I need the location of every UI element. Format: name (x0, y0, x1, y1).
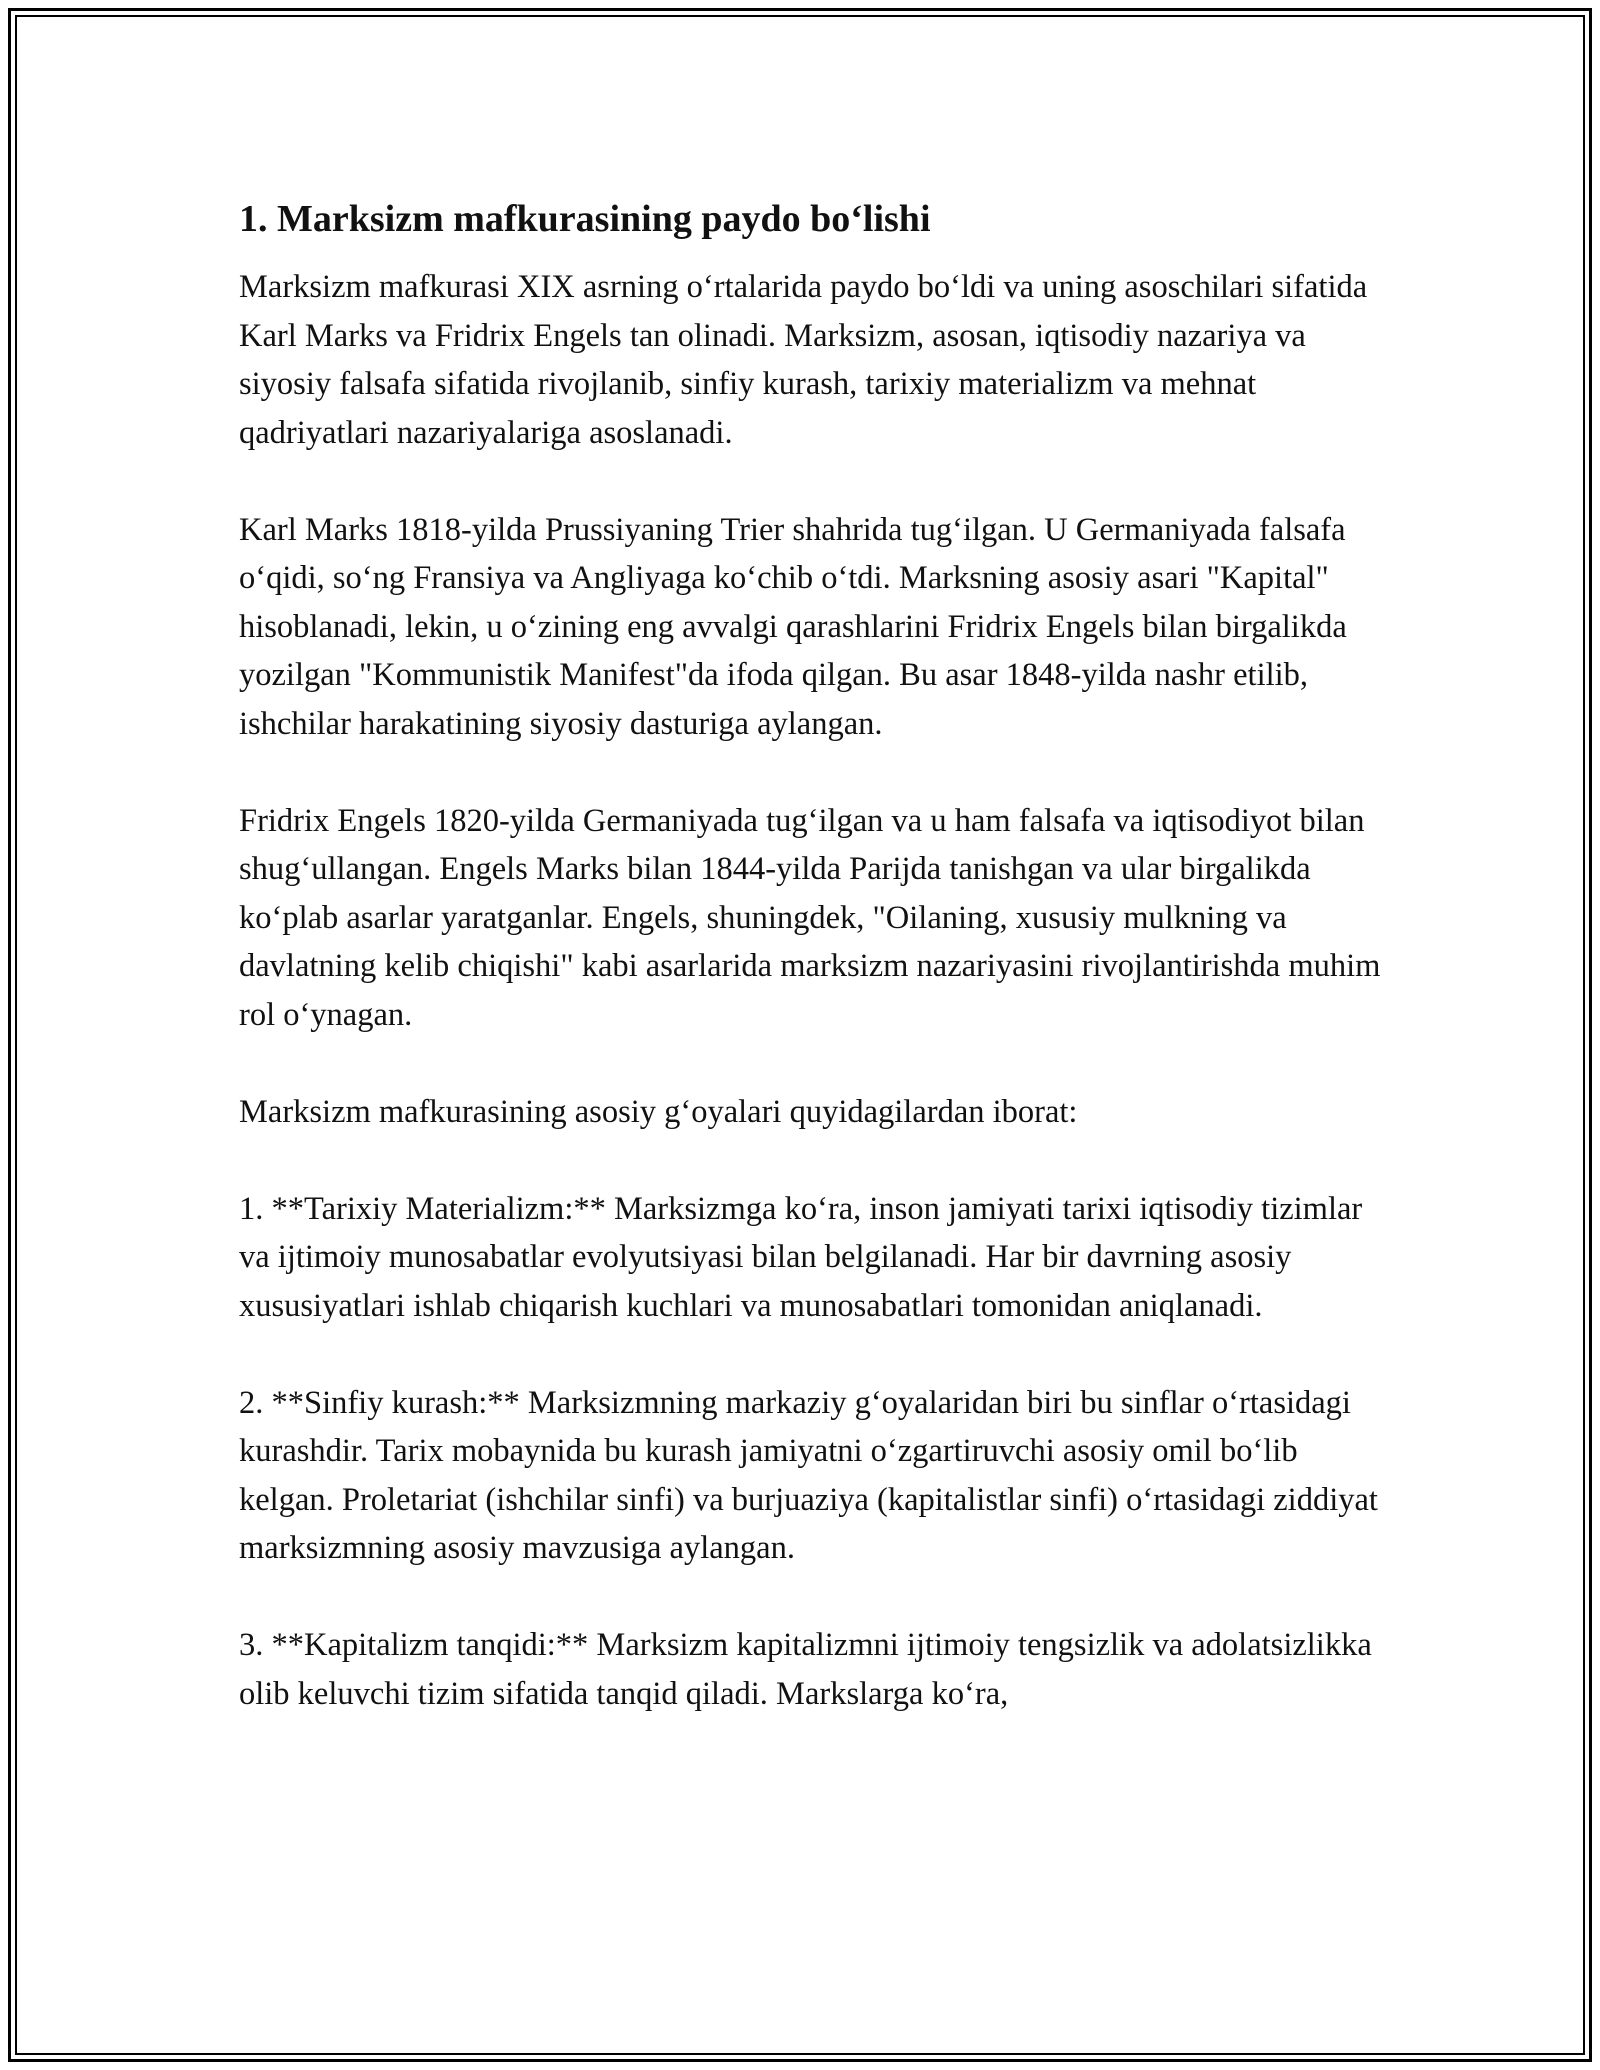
page-border-inner (15, 15, 1585, 2055)
list-item-capitalism-critique: 3. **Kapitalizm tanqidi:** Marksizm kapitalizmni ijtimoiy tengsizlik va adolatsizlikka olib keluvchi tizim sifatida tanqid qiladi. Markslarga ko‘ra, (239, 1627, 1372, 1712)
paragraph-fridrix-engels: Fridrix Engels 1820-yilda Germaniyada tug‘ilgan va u ham falsafa va iqtisodiyot bilan shug‘ullangan. Engels Marks bilan 1844-yilda Parijda tanishgan va ular birgalikda ko‘plab asarlar yaratganlar. Engels, shuningdek, "Oilaning, xususiy mulkning va davlatning kelib chiqishi" kabi asarlarida marksizm nazariyasini rivojlantirishda muhim rol o‘ynagan. (239, 802, 1381, 1033)
document-body (239, 195, 1389, 1767)
list-item-historical-materialism: 1. **Tarixiy Materializm:** Marksizmga ko‘ra, inson jamiyati tarixi iqtisodiy tizimlar va ijtimoiy munosabatlar evolyutsiyasi bilan belgilanadi. Har bir davrning asosiy xususiyatlari ishlab chiqarish kuchlari va munosabatlari tomonidan aniqlanadi. (239, 1190, 1363, 1324)
paragraph-karl-marks: Karl Marks 1818-yilda Prussiyaning Trier shahrida tug‘ilgan. U Germaniyada falsafa o‘qidi, so‘ng Fransiya va Angliyaga ko‘chib o‘tdi. Marksning asosiy asari "Kapital" hisoblanadi, lekin, u o‘zining eng avvalgi qarashlarini Fridrix Engels bilan birgalikda yozilgan "Kommunistik Manifest"da ifoda qilgan. Bu asar 1848-yilda nashr etilib, ishchilar harakatining siyosiy dasturiga aylangan. (239, 511, 1347, 742)
page-border-outer (8, 8, 1592, 2062)
section-heading: 1. Marksizm mafkurasining paydo bo‘lishi (239, 198, 931, 240)
paragraph-main-ideas-intro: Marksizm mafkurasining asosiy g‘oyalari quyidagilardan iborat: (239, 1093, 1078, 1130)
paragraph-intro: Marksizm mafkurasi XIX asrning o‘rtalarida paydo bo‘ldi va uning asoschilari sifatida Karl Marks va Fridrix Engels tan olinadi. Marksizm, asosan, iqtisodiy nazariya va siyosiy falsafa sifatida rivojlanib, sinfiy kurash, tarixiy materializm va mehnat qadriyatlari nazariyalariga asoslanadi. (239, 269, 1368, 451)
list-item-class-struggle: 2. **Sinfiy kurash:** Marksizmning markaziy g‘oyalaridan biri bu sinflar o‘rtasidagi kurashdir. Tarix mobaynida bu kurash jamiyatni o‘zgartiruvchi asosiy omil bo‘lib kelgan. Proletariat (ishchilar sinfi) va burjuaziya (kapitalistlar sinfi) o‘rtasidagi ziddiyat marksizmning asosiy mavzusiga aylangan. (239, 1384, 1378, 1566)
